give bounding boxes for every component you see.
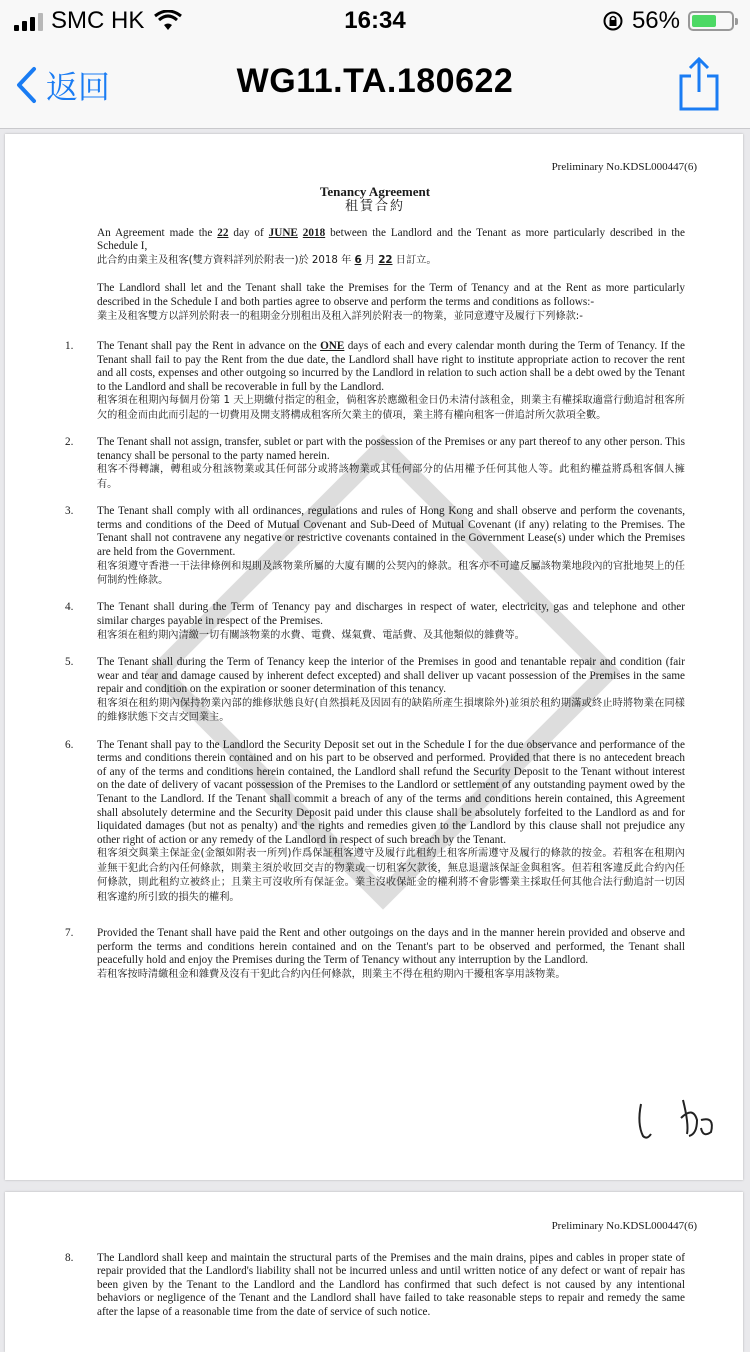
battery-percent: 56%: [631, 7, 680, 34]
clause-3: 3. The Tenant shall comply with all ordinances, regulations and rules of Hong Kong and shall observe and perform the covenants, terms and conditions of the Deed of Mutual Covenant and Sub-Deed of Mutual Covenant (if any) relating to the Premises. The Tenant shall not contravene any negative or restrictive covenants contained in the Government Lease(s) under which the Premises are held from the Government. 租客須遵守香港一干法律條例和規則及該物業所屬的大廈有關的公契內的條款。租客亦不可違反屬該物業地段內的官批地契上的任何制約性條款。: [65, 505, 685, 586]
document-page-1[interactable]: [5, 134, 743, 1180]
handwritten-initials: [631, 1094, 721, 1144]
clock: 16:34: [344, 7, 406, 34]
intro-paragraph: An Agreement made the 22 day of JUNE 2018 between the Landlord and the Tenant as more particularly described in the Schedule I, 此合約由業主及租客(雙方資料詳列於附表一)於 2018 年 6 月 22 日訂立。: [97, 226, 685, 266]
clause-2: 2. The Tenant shall not assign, transfer, sublet or part with the possession of the Premises or any part thereof to any other person. This tenancy shall be personal to the party named herein. 租客不得轉讓，轉租或分租該物業或其任何部分或將該物業或其任何部分的佔用權予任何其他人等。此租約權益將爲租客個人擁有。: [65, 436, 685, 490]
page-title: WG11.TA.180622: [236, 62, 514, 100]
status-bar: [0, 0, 750, 42]
preliminary-number: Preliminary No.KDSL000447(6): [551, 1220, 697, 1232]
rotation-lock-icon: [602, 10, 624, 32]
document-page-2[interactable]: [5, 1192, 743, 1352]
battery-icon: [688, 11, 734, 31]
document-title-zh: 租賃合約: [344, 198, 405, 214]
clause-7: 7. Provided the Tenant shall have paid the Rent and other outgoings on the days and in the manner herein provided and observe and perform the terms and conditions herein contained and on the Tenant's part to be observed and performed, the Tenant shall peacefully hold and enjoy the Premises during the Term of Tenancy without any interruption by the Landlord. 若租客按時清繳租金和雜費及沒有干犯此合約內任何條款，則業主不得在租約期內干擾租客享用該物業。: [65, 926, 685, 980]
carrier-label: SMC HK: [51, 7, 145, 34]
clause-4: 4. The Tenant shall during the Term of Tenancy pay and discharges in respect of water, electricity, gas and telephone and other similar charges payable in respect of the Premises. 租客須在租約期內清繳一切有關該物業的水費、電費、煤氣費、電話費、及其他類似的雜費等。: [65, 601, 685, 641]
share-icon: [678, 56, 720, 112]
preliminary-number: Preliminary No.KDSL000447(6): [551, 161, 697, 173]
clause-6: 6. The Tenant shall pay to the Landlord the Security Deposit set out in the Schedule I for the due observance and performance of the terms and conditions therein contained and on his part to be observed and performed. Provided that there is no antecedent breach of any of the terms and conditions herein contained, the Landlord shall refund the Security Deposit to the Tenant without interest on the date of delivery of vacant possession of the Premises to the Landlord or settlement of any outstanding payment owed by the Tenant to the Landlord. If the Tenant shall commit a breach of any of the terms and conditions herein contained, this Agreement shall absolutely determine and the Security Deposit paid under this clause shall be absolutely forfeited to the Landlord as and for liquidated damages (but not as penalty) and the rights and remedies given to the Landlord by this clause shall not prejudice any other right of action or any remedy of the Landlord in respect of such breach by the Tenant. 租客須交與業主保証金(金額如附表一所列)作爲保証租客遵守及履行此租約上租客所需遵守及履行的條款的按金。若租客在租期內並無干犯此合約內任何條款，則業主須於收回交吉的物業或一切租客欠款後，無息退還該保証金與租客。但若租客違反此合約內任何條款，則此租約立被終止；且業主可沒收所有保証金。業主沒收保証金的權利將不會影響業主採取任何其他合法行動追討一切因租客違約所引致的損失的權利。: [65, 738, 685, 903]
clause-8: 8. The Landlord shall keep and maintain the structural parts of the Premises and the main drains, pipes and cables in proper state of repair provided that the Landlord's liability shall not be incurred unless and until written notice of any defect or want of repair has been given by the Tenant to the Landlord and the Landlord has confirmed that such defect is not caused by any intentional behaviors or negligence of the Tenant and the Landlord shall have failed to take reasonable steps to repair and remedy the same after the lapse of a reasonable time from the date of service of such notice.: [65, 1251, 685, 1318]
document-title: Tenancy Agreement: [319, 183, 431, 199]
share-button[interactable]: [678, 56, 720, 117]
clause-5: 5. The Tenant shall during the Term of Tenancy keep the interior of the Premises in good and tenantable repair and condition (fair wear and tear and damage caused by inherent defect excepted) and shall deliver up vacant possession of the Premises in the same repair and condition on the expiration or sooner determination of this tenancy. 租客須在租約期內保持物業內部的維修狀態良好(自然損耗及因固有的缺陷所產生損壞除外)並須於租約期滿或終止時將物業在同樣的維修狀態下交吉交回業主。: [65, 655, 685, 724]
nav-bar: [0, 42, 750, 129]
back-label: 返回: [46, 69, 111, 105]
lead-paragraph: The Landlord shall let and the Tenant shall take the Premises for the Term of Tenancy and at the Rent as more particularly described in the Schedule I and both parties agree to observe and perform the terms and conditions as follows:- 業主及租客雙方以詳列於附表一的租期金分別租出及租入詳列於附表一的物業，並同意遵守及履行下列條款:-: [97, 282, 685, 322]
clause-1: 1. The Tenant shall pay the Rent in advance on the ONE days of each and every calendar month during the Term of Tenancy. If the Tenant shall fail to pay the Rent from the due date, the Landlord shall have right to institute appropriate action to recover the rent and all costs, expenses and other outgoing so incurred by the Landlord in relation to such action shall be a debt owed by the Tenant to the Landlord and shall be recoverable in full by the Landlord. 租客須在租期內每個月份第 1 天上期繳付指定的租金，倘租客於應繳租金日仍未清付該租金，則業主有權採取適當行動追討租客所欠的租金而由此而引起的一切費用及開支將構成租客所欠業主的債項，業主將有權向租客一併追討所欠款項全數。: [65, 339, 685, 421]
